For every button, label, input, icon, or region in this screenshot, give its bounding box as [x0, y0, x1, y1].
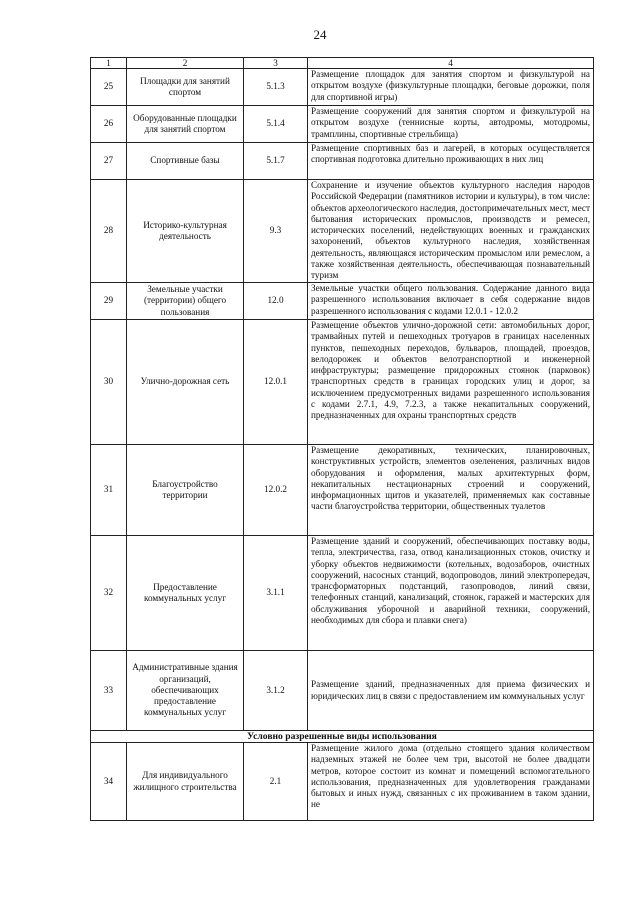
table-row: [91, 651, 594, 731]
table-row: [91, 283, 594, 320]
header-col-3: 3: [244, 58, 308, 69]
section-header-row: [91, 731, 594, 743]
table-header-row: [91, 58, 594, 69]
table-row: [91, 536, 594, 651]
row-number: 32: [91, 536, 127, 651]
table-row: [91, 743, 594, 821]
use-type-code: 12.0.2: [244, 445, 308, 536]
use-type-code: 12.0: [244, 283, 308, 320]
row-number: 34: [91, 743, 127, 821]
table-row: [91, 106, 594, 143]
use-type-description: Размещение зданий и сооружений, обеспечивающих поставку воды, тепла, электричества, газа, отвод канализационных стоков, очистку и уборку объектов недвижимости (котельных, водозаборов, очистных сооружений, насосных станций, водопроводов, линий электропередач, трансформаторных подстанций, газопроводов, линий связи, телефонных станций, канализаций, стоянок, гаражей и мастерских для обслуживания уборочной и аварийной техники, сооружений, необходимых для сбора и плавки снега): [308, 536, 594, 651]
use-type-description: Размещение сооружений для занятия спортом и физкультурой на открытом воздухе (теннисные корты, автодромы, мотодромы, трамплины, спортивные стрельбища): [308, 106, 594, 143]
use-type-description: Размещение объектов улично-дорожной сети: автомобильных дорог, трамвайных путей и пешеходных тротуаров в границах населенных пунктов, пешеходных переходов, бульваров, площадей, проездов, велодорожек и объектов велотранспортной и инженерной инфраструктуры; размещение придорожных стоянок (парковок) транспортных средств в границах городских улиц и дорог, за исключением предусмотренных видами разрешенного использования с кодами 2.7.1, 4.9, 7.2.3, а также некапитальных сооружений, предназначенных для охраны транспортных средств: [308, 320, 594, 445]
header-col-2: 2: [127, 58, 244, 69]
use-type-code: 3.1.2: [244, 651, 308, 731]
use-type-name: Для индивидуального жилищного строительства: [127, 743, 244, 821]
use-type-description: Размещение спортивных баз и лагерей, в которых осуществляется спортивная подготовка длительно проживающих в них лиц: [308, 143, 594, 180]
table-row: [91, 180, 594, 283]
use-type-name: Улично-дорожная сеть: [127, 320, 244, 445]
use-type-name: Историко-культурная деятельность: [127, 180, 244, 283]
page-number: 24: [313, 27, 327, 42]
header-col-1: 1: [91, 58, 127, 69]
row-number: 27: [91, 143, 127, 180]
use-type-description: Земельные участки общего пользования. Содержание данного вида разрешенного использования включает в себя содержание видов разрешенного использования с кодами 12.0.1 - 12.0.2: [308, 283, 594, 320]
use-type-code: 5.1.7: [244, 143, 308, 180]
use-type-description: Размещение зданий, предназначенных для приема физических и юридических лиц в связи с предоставлением им коммунальных услуг: [308, 651, 594, 731]
row-number: 29: [91, 283, 127, 320]
use-type-name: Оборудованные площадки для занятий спортом: [127, 106, 244, 143]
use-type-code: 9.3: [244, 180, 308, 283]
use-type-description: Размещение жилого дома (отдельно стоящего здания количеством надземных этажей не более чем три, высотой не более двадцати метров, которое состоит из комнат и помещений вспомогательного использования, предназначенных для удовлетворения гражданами бытовых и иных нужд, связанных с их проживанием в таком здании, не: [308, 743, 594, 821]
use-type-code: 5.1.4: [244, 106, 308, 143]
table-row: [91, 69, 594, 106]
row-number: 31: [91, 445, 127, 536]
use-type-code: 2.1: [244, 743, 308, 821]
use-type-description: Сохранение и изучение объектов культурного наследия народов Российской Федерации (памятников истории и культуры), в том числе: объектов археологического наследия, достопримечательных мест, мест бытования исторических промыслов, производств и ремесел, исторических поселений, недействующих военных и гражданских захоронений, объектов культурного наследия, хозяйственная деятельность, являющаяся историческим промыслом или ремеслом, а также хозяйственная деятельность, обеспечивающая познавательный туризм: [308, 180, 594, 283]
table-row: [91, 445, 594, 536]
row-number: 33: [91, 651, 127, 731]
header-col-4: 4: [308, 58, 594, 69]
use-type-description: Размещение декоративных, технических, планировочных, конструктивных устройств, элементов озеленения, различных видов оборудования и оформления, малых архитектурных форм, некапитальных нестационарных строений и сооружений, информационных щитов и указателей, применяемых как составные части благоустройства территории, общественных туалетов: [308, 445, 594, 536]
use-type-code: 5.1.3: [244, 69, 308, 106]
use-type-code: 3.1.1: [244, 536, 308, 651]
use-type-name: Предоставление коммунальных услуг: [127, 536, 244, 651]
row-number: 30: [91, 320, 127, 445]
table-row: [91, 143, 594, 180]
use-type-description: Размещение площадок для занятия спортом и физкультурой на открытом воздухе (физкультурные площадки, беговые дорожки, поля для спортивной игры): [308, 69, 594, 106]
use-type-name: Благоустройство территории: [127, 445, 244, 536]
use-type-name: Площадки для занятий спортом: [127, 69, 244, 106]
row-number: 26: [91, 106, 127, 143]
use-type-code: 12.0.1: [244, 320, 308, 445]
use-type-name: Земельные участки (территории) общего пользования: [127, 283, 244, 320]
section-title: Условно разрешенные виды использования: [91, 731, 594, 743]
use-type-name: Спортивные базы: [127, 143, 244, 180]
land-use-table: [90, 57, 594, 821]
table-row: [91, 320, 594, 445]
row-number: 25: [91, 69, 127, 106]
row-number: 28: [91, 180, 127, 283]
use-type-name: Административные здания организаций, обеспечивающих предоставление коммунальных услуг: [127, 651, 244, 731]
